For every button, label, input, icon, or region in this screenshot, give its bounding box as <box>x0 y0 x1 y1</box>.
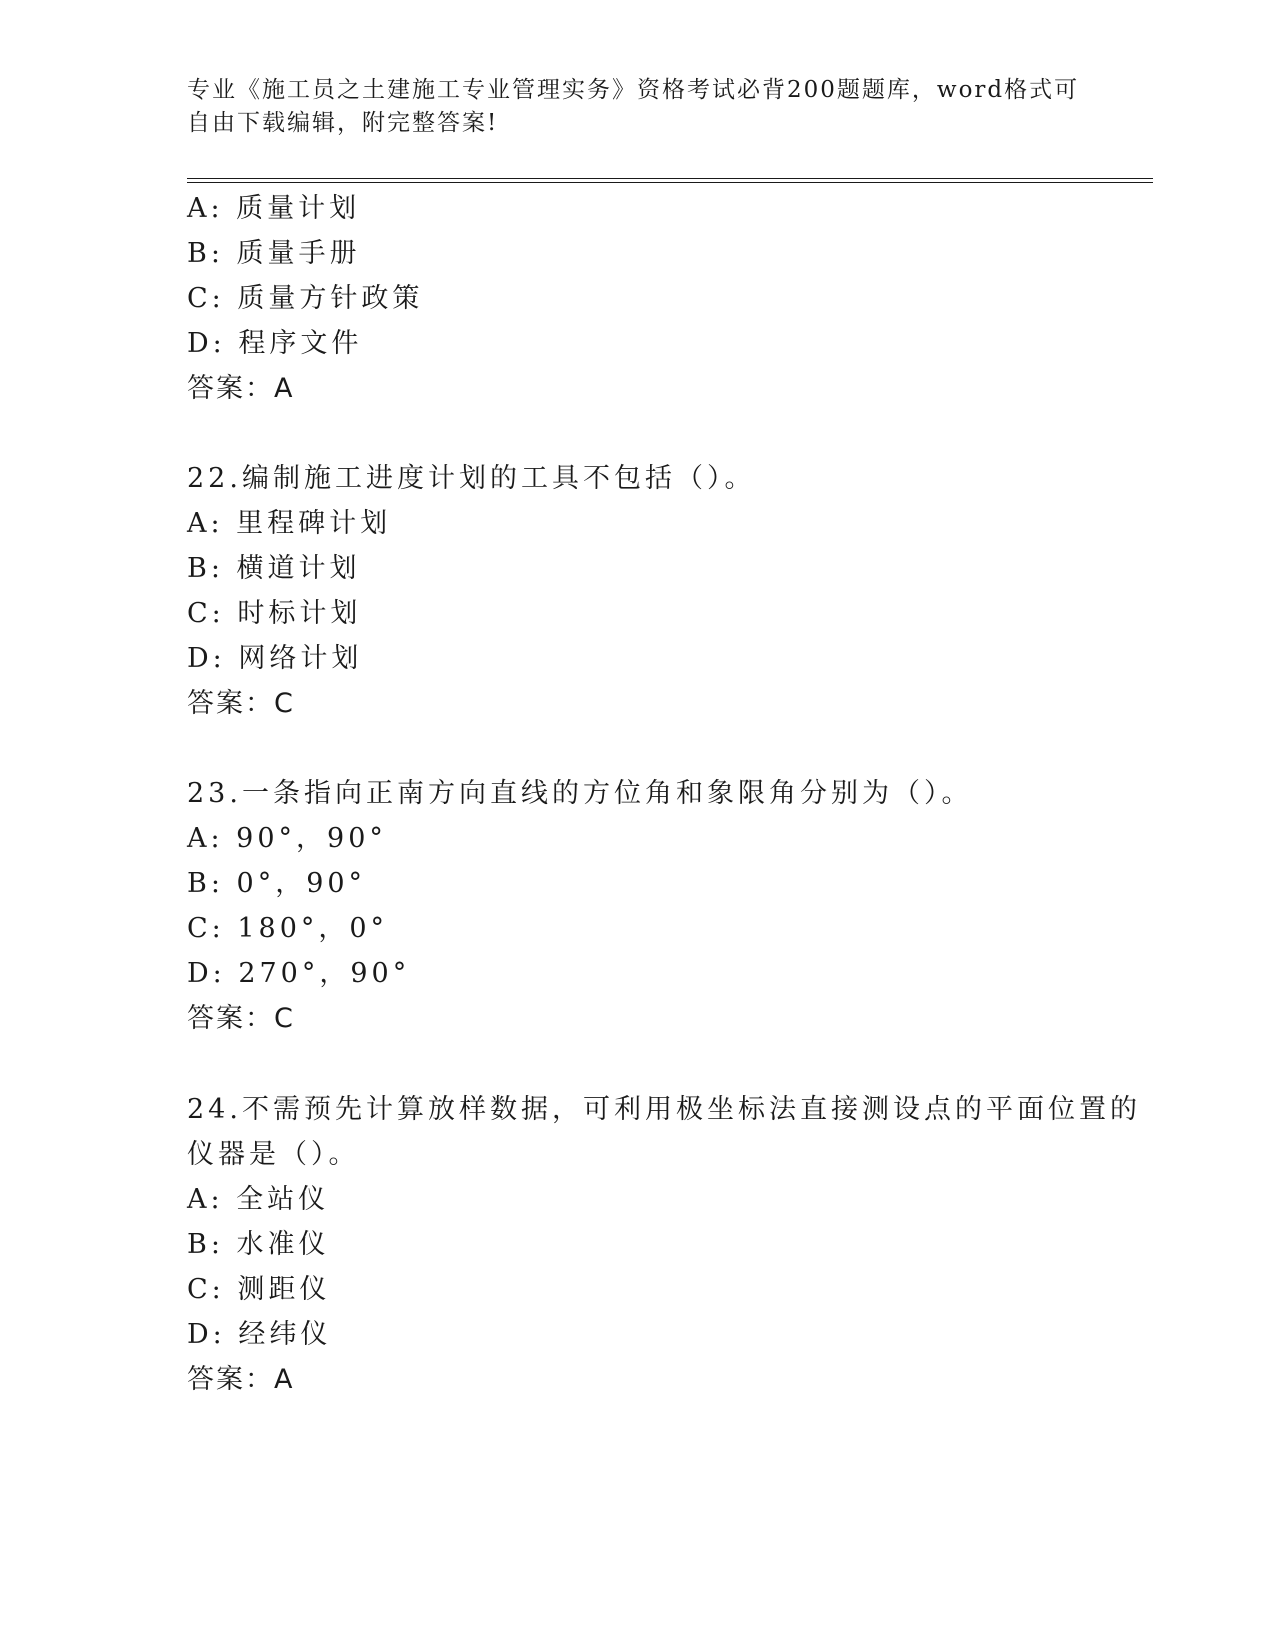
header-divider-bottom <box>187 182 1153 183</box>
q24-answer: 答案：A <box>187 1364 295 1395</box>
q22-option-b: B: 横道计划 <box>187 553 361 584</box>
header-line-1: 专业《施工员之土建施工专业管理实务》资格考试必背200题题库，word格式可 <box>187 77 1080 103</box>
q21-option-b: B: 质量手册 <box>187 238 361 269</box>
q23-option-d: D: 270°，90° <box>187 958 411 989</box>
q21-answer: 答案：A <box>187 373 295 404</box>
q24-option-d: D: 经纬仪 <box>187 1319 332 1350</box>
q24-option-c: C: 测距仪 <box>187 1274 331 1305</box>
q22-question: 22.编制施工进度计划的工具不包括（）。 <box>187 463 756 494</box>
q24-question-line-1: 24.不需预先计算放样数据，可利用极坐标法直接测设点的平面位置的 <box>187 1094 1141 1125</box>
q22-answer: 答案：C <box>187 688 295 719</box>
q24-option-b: B: 水准仪 <box>187 1229 330 1260</box>
q21-option-c: C: 质量方针政策 <box>187 283 424 314</box>
header-line-2: 自由下载编辑，附完整答案! <box>187 110 499 136</box>
q23-option-a: A: 90°，90° <box>187 823 387 854</box>
q21-option-a: A: 质量计划 <box>187 193 361 224</box>
q24-option-a: A: 全站仪 <box>187 1184 330 1215</box>
q22-option-c: C: 时标计划 <box>187 598 362 629</box>
q22-option-a: A: 里程碑计划 <box>187 508 392 539</box>
q23-option-b: B: 0°，90° <box>187 868 367 899</box>
document-header <box>187 74 1087 140</box>
q22-option-d: D: 网络计划 <box>187 643 363 674</box>
q23-question: 23.一条指向正南方向直线的方位角和象限角分别为（）。 <box>187 778 973 809</box>
q23-answer: 答案：C <box>187 1003 295 1034</box>
header-divider-top <box>187 178 1153 179</box>
q24-question-line-2: 仪器是（）。 <box>187 1139 360 1170</box>
q21-option-d: D: 程序文件 <box>187 328 363 359</box>
q23-option-c: C: 180°，0° <box>187 913 389 944</box>
